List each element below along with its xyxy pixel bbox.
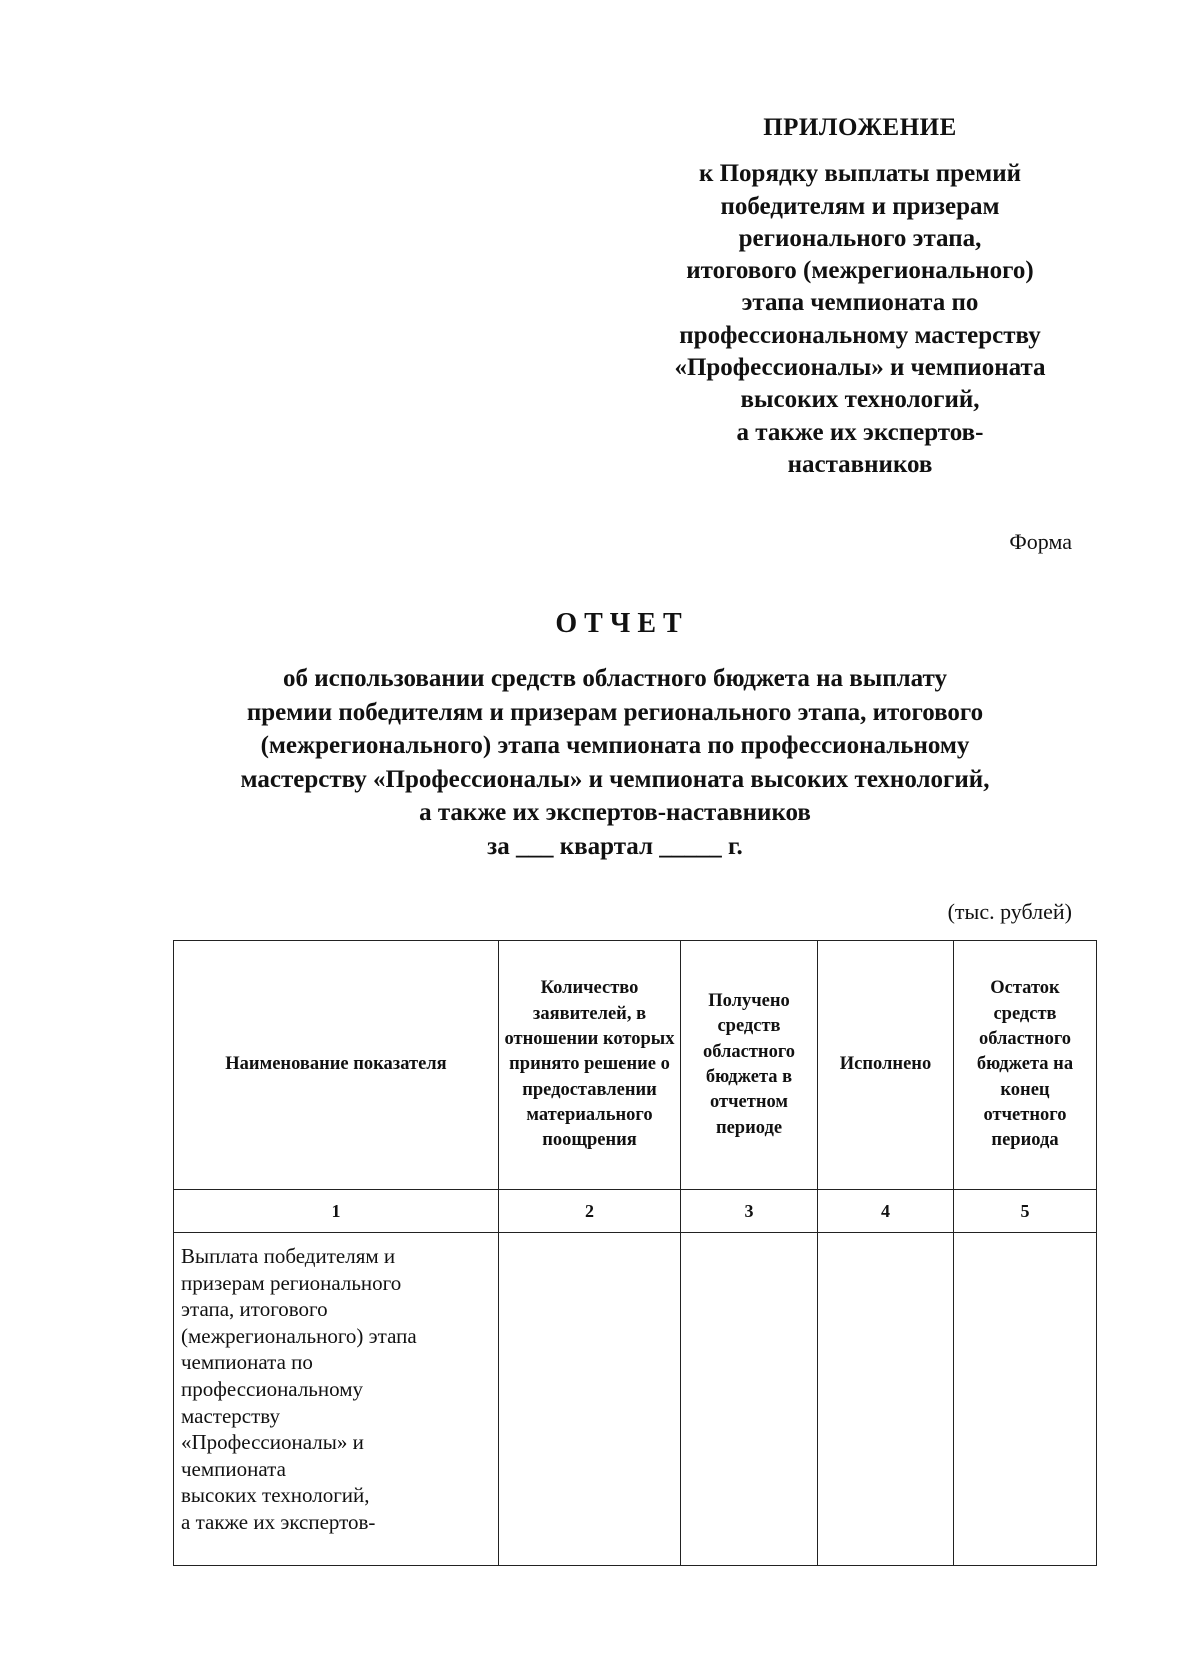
report-period-line: за ___ квартал _____ г. bbox=[487, 832, 743, 860]
report-subtitle-line: а также их экспертов-наставников bbox=[419, 799, 811, 826]
column-header-indicator: Наименование показателя bbox=[174, 941, 499, 1190]
appendix-line: к Порядку выплаты премий bbox=[698, 160, 1022, 188]
report-subtitle bbox=[80, 662, 1150, 863]
row-name-line: профессиональному bbox=[181, 1376, 363, 1401]
units-label: (тыс. рублей) bbox=[947, 899, 1072, 924]
appendix-line: «Профессионалы» и чемпионата bbox=[674, 354, 1046, 382]
row-value-applicants bbox=[499, 1233, 681, 1566]
row-name-line: Выплата победителям и bbox=[181, 1244, 396, 1268]
column-number: 3 bbox=[681, 1190, 818, 1233]
appendix-line: победителям и призерам bbox=[720, 192, 1000, 220]
row-name-line: «Профессионалы» и bbox=[181, 1430, 364, 1455]
report-title: ОТЧЕТ bbox=[555, 608, 689, 639]
column-number: 2 bbox=[499, 1190, 681, 1233]
appendix-line: профессиональному мастерству bbox=[679, 321, 1041, 349]
column-number: 1 bbox=[174, 1190, 499, 1233]
column-header-balance: Остаток средств областного бюджета на конец отчетного периода bbox=[954, 941, 1097, 1190]
row-name-line: чемпионата bbox=[181, 1456, 286, 1481]
row-indicator-name bbox=[174, 1233, 499, 1566]
appendix-line: итогового (межрегионального) bbox=[686, 257, 1034, 285]
appendix-line: а также их экспертов- bbox=[736, 418, 984, 446]
column-number: 5 bbox=[954, 1190, 1097, 1233]
report-subtitle-line: мастерству «Профессионалы» и чемпионата высоких технологий, bbox=[240, 765, 990, 793]
row-name-line: (межрегионального) этапа bbox=[181, 1323, 417, 1348]
column-header-executed: Исполнено bbox=[818, 941, 954, 1190]
report-table bbox=[173, 940, 1097, 1566]
form-label: Форма bbox=[1009, 529, 1072, 554]
row-name-line: высоких технологий, bbox=[181, 1483, 370, 1508]
appendix-line: этапа чемпионата по bbox=[741, 289, 979, 317]
row-name-line: призерам регионального bbox=[181, 1270, 402, 1295]
row-name-line: мастерству bbox=[181, 1403, 280, 1428]
column-number-row bbox=[174, 1190, 1097, 1233]
appendix-heading: ПРИЛОЖЕНИЕ bbox=[763, 114, 957, 141]
appendix-line: наставников bbox=[787, 450, 933, 478]
appendix-line: высоких технологий, bbox=[740, 386, 980, 414]
row-name-line: а также их экспертов- bbox=[181, 1509, 376, 1534]
report-subtitle-line: (межрегионального) этапа чемпионата по профессиональному bbox=[260, 732, 970, 759]
table-header-row bbox=[174, 941, 1097, 1190]
row-name-line: этапа, итогового bbox=[181, 1297, 328, 1322]
appendix-line: регионального этапа, bbox=[738, 224, 982, 252]
row-name-line: чемпионата по bbox=[181, 1350, 313, 1375]
column-number: 4 bbox=[818, 1190, 954, 1233]
column-header-applicants: Количество заявителей, в отношении которых принято решение о предоставлении материального поощрения bbox=[499, 941, 681, 1190]
row-value-balance bbox=[954, 1233, 1097, 1566]
column-header-received: Получено средств областного бюджета в отчетном периоде bbox=[681, 941, 818, 1190]
row-value-received bbox=[681, 1233, 818, 1566]
appendix-block bbox=[600, 112, 1120, 481]
row-value-executed bbox=[818, 1233, 954, 1566]
report-subtitle-line: об использовании средств областного бюджета на выплату bbox=[283, 665, 947, 692]
table-row bbox=[174, 1233, 1097, 1566]
report-subtitle-line: премии победителям и призерам регионального этапа, итогового bbox=[246, 698, 984, 726]
